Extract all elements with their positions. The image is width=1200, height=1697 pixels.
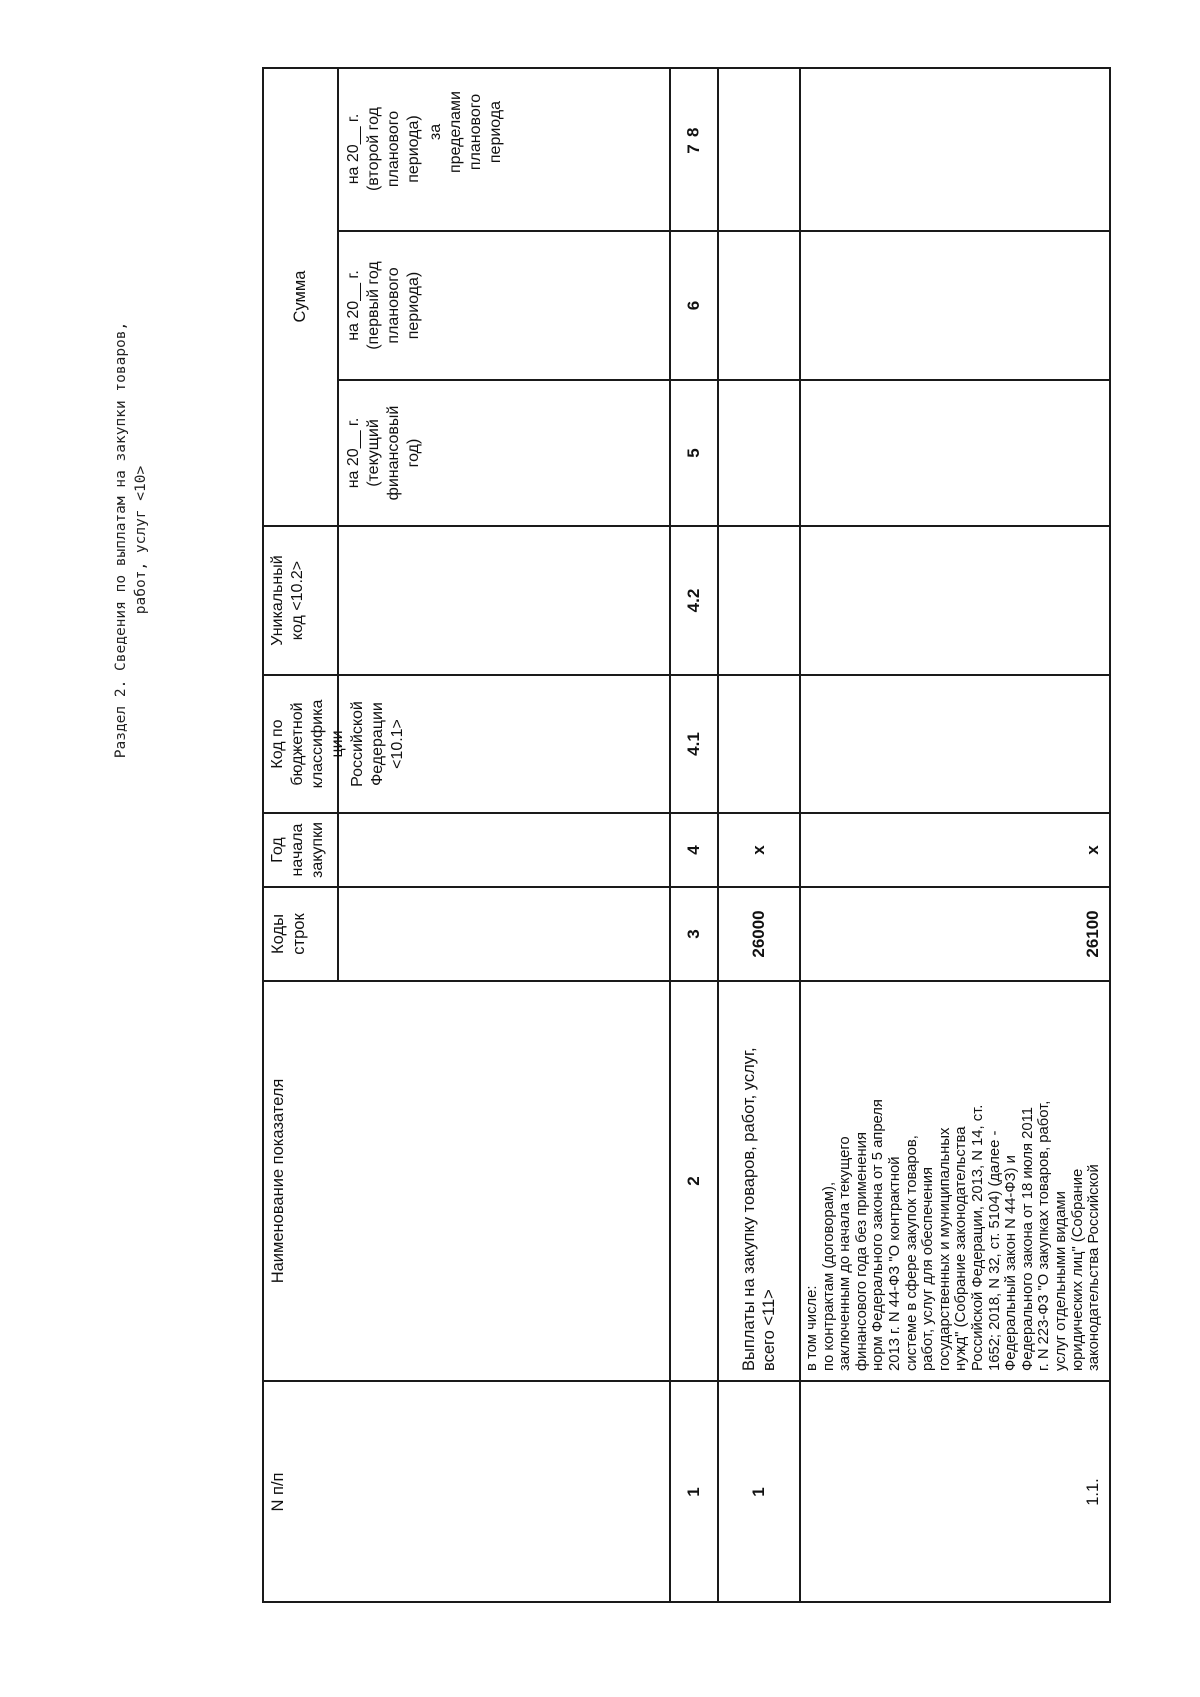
- colnum-6: 6: [683, 300, 703, 311]
- row-1-year: x: [748, 845, 768, 855]
- colnum-4-2: 4.2: [683, 588, 703, 613]
- row-1-name: Выплаты на закупку товаров, работ, услуг, всего <11>: [739, 1047, 778, 1371]
- colnum-5: 5: [683, 448, 703, 458]
- section-title: [111, 160, 181, 920]
- row-1-1-num: 1.1.: [1083, 1478, 1102, 1506]
- colnum-8-box: [670, 67, 718, 197]
- header-num: N п/п: [269, 1472, 287, 1512]
- payments-table: [262, 67, 1111, 1603]
- header-col5: на 20__ г. (текущий финансовый год): [345, 405, 422, 501]
- colnum-4: 4: [683, 845, 703, 855]
- colnum-1: 1: [683, 1487, 703, 1497]
- header-col8-box: [262, 67, 670, 197]
- colnum-3: 3: [683, 929, 703, 939]
- section-title-line-2: работ, услуг <10>: [133, 465, 149, 615]
- header-codes: Коды строк: [269, 913, 308, 955]
- header-col8: за пределами планового периода: [426, 91, 504, 173]
- header-col7: на 20__ г. (второй год планового периода): [345, 106, 422, 192]
- colnum-7: 7: [683, 144, 703, 154]
- header-unique: Уникальный код <10.2>: [269, 555, 306, 646]
- section-title-line-1: Раздел 2. Сведения по выплатам на закупки товаров,: [113, 321, 129, 759]
- row-1-1-name: в том числе: по контрактам (договорам), заключенным до начала текущего финансового года без применения норм Федерального закона от 5 апреля 2013 г. N 44-ФЗ "О контрактной системе в сфере закупок товаров, работ, услуг для обеспечения государственных и муниципальных нужд" (Собрание законодательства Российской Федерации, 2013, N 14, ст. 1652; 2018, N 32, ст. 5104) (далее - Федеральный закон N 44-ФЗ) и Федерального закона от 18 июля 2011 г. N 223-ФЗ "О закупках товаров, работ, услуг отдельными видами юридических лиц" (Собрание законодательства Российской: [804, 1099, 1103, 1371]
- row-1-code: 26000: [748, 910, 768, 958]
- header-year: Год начала закупки: [269, 822, 326, 879]
- colnum-4-1: 4.1: [683, 732, 703, 756]
- header-bcc: Код по бюджетной классифика ции Российской Федерации <10.1>: [269, 699, 406, 789]
- row-1-num: 1: [748, 1487, 768, 1497]
- row-1-1-code: 26100: [1082, 910, 1102, 958]
- row-1-1-year: x: [1082, 845, 1102, 855]
- colnum-8: 8: [683, 127, 703, 137]
- header-name: Наименование показателя: [269, 1078, 287, 1284]
- header-sum: Сумма: [290, 270, 309, 323]
- colnum-2: 2: [683, 1176, 703, 1186]
- col8-strip: [262, 67, 1111, 197]
- header-col6: на 20__ г. (первый год планового периода): [345, 261, 422, 350]
